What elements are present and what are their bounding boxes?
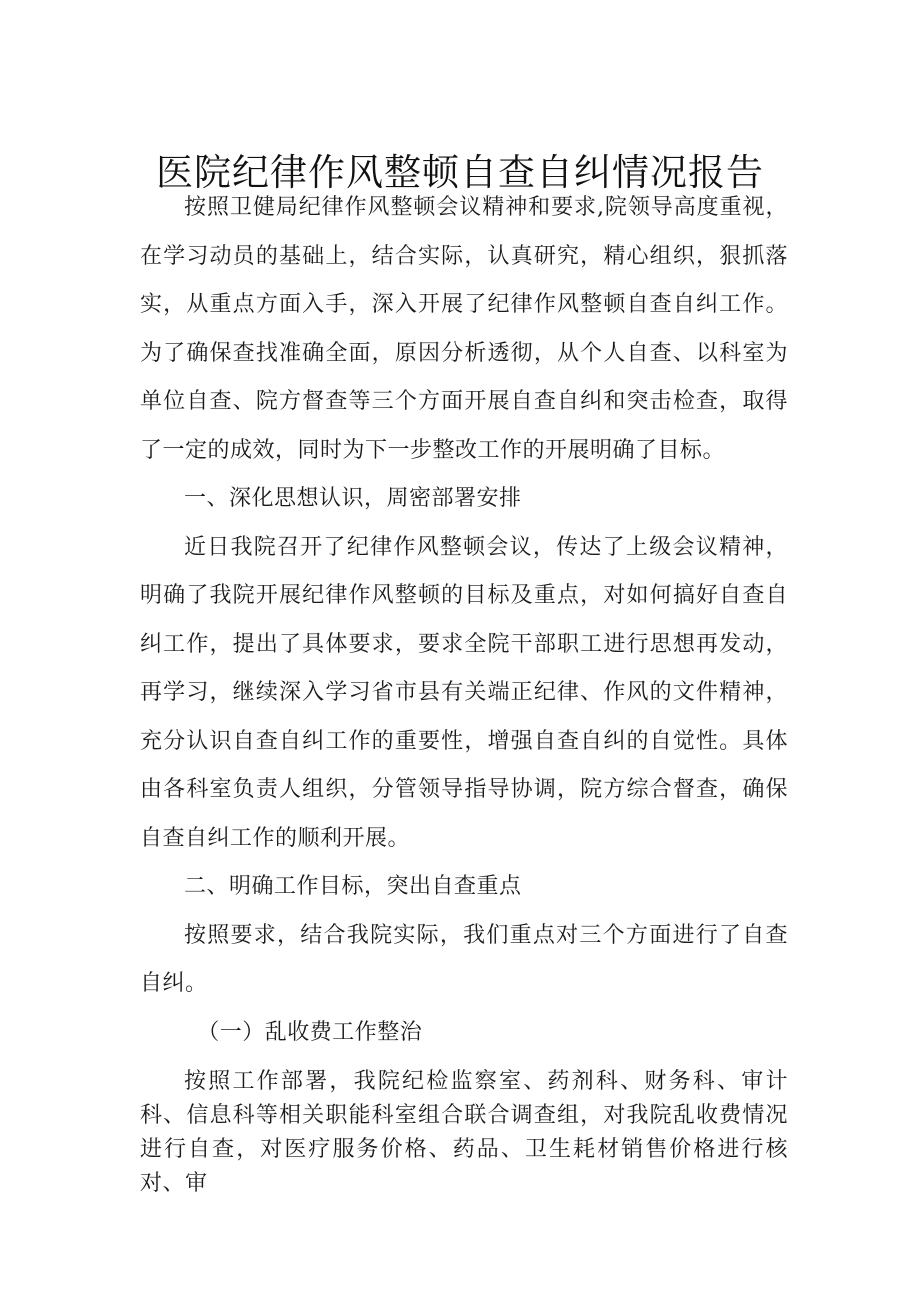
section-2-paragraph: 按照要求，结合我院实际，我们重点对三个方面进行了自查自纠。: [140, 922, 788, 996]
document-title: 医院纪律作风整顿自查自纠情况报告: [156, 151, 764, 194]
intro-paragraph: 按照卫健局纪律作风整顿会议精神和要求,院领导高度重视，在学习动员的基础上，结合实际，认真研究，精心组织，狠抓落实，从重点方面入手，深入开展了纪律作风整顿自查自纠工作。为了确保查找准确全面，原因分析透彻，从个人自查、以科室为单位自查、院方督查等三个方面开展自查自纠和突击检查，取得了一定的成效，同时为下一步整改工作的开展明确了目标。: [140, 195, 788, 463]
section-heading-1: 一、深化思想认识，周密部署安排: [184, 486, 522, 511]
subsection-heading-1: （一）乱收费工作整治: [197, 1019, 423, 1045]
subsection-1-paragraph: 按照工作部署，我院纪检监察室、药剂科、财务科、审计科、信息科等相关职能科室组合联合调查组，对我院乱收费情况进行自查，对医疗服务价格、药品、卫生耗材销售价格进行核对、审: [140, 1069, 788, 1196]
document-body: [140, 184, 788, 1201]
section-heading-2: 二、明确工作目标，突出自查重点: [184, 874, 522, 899]
section-1-paragraph: 近日我院召开了纪律作风整顿会议，传达了上级会议精神，明确了我院开展纪律作风整顿的目标及重点，对如何搞好自查自纠工作，提出了具体要求，要求全院干部职工进行思想再发动，再学习，继续深入学习省市县有关端正纪律、作风的文件精神，充分认识自查自纠工作的重要性，增强自查自纠的自觉性。具体由各科室负责人组织，分管领导指导协调，院方综合督查，确保自查自纠工作的顺利开展。: [140, 534, 788, 851]
